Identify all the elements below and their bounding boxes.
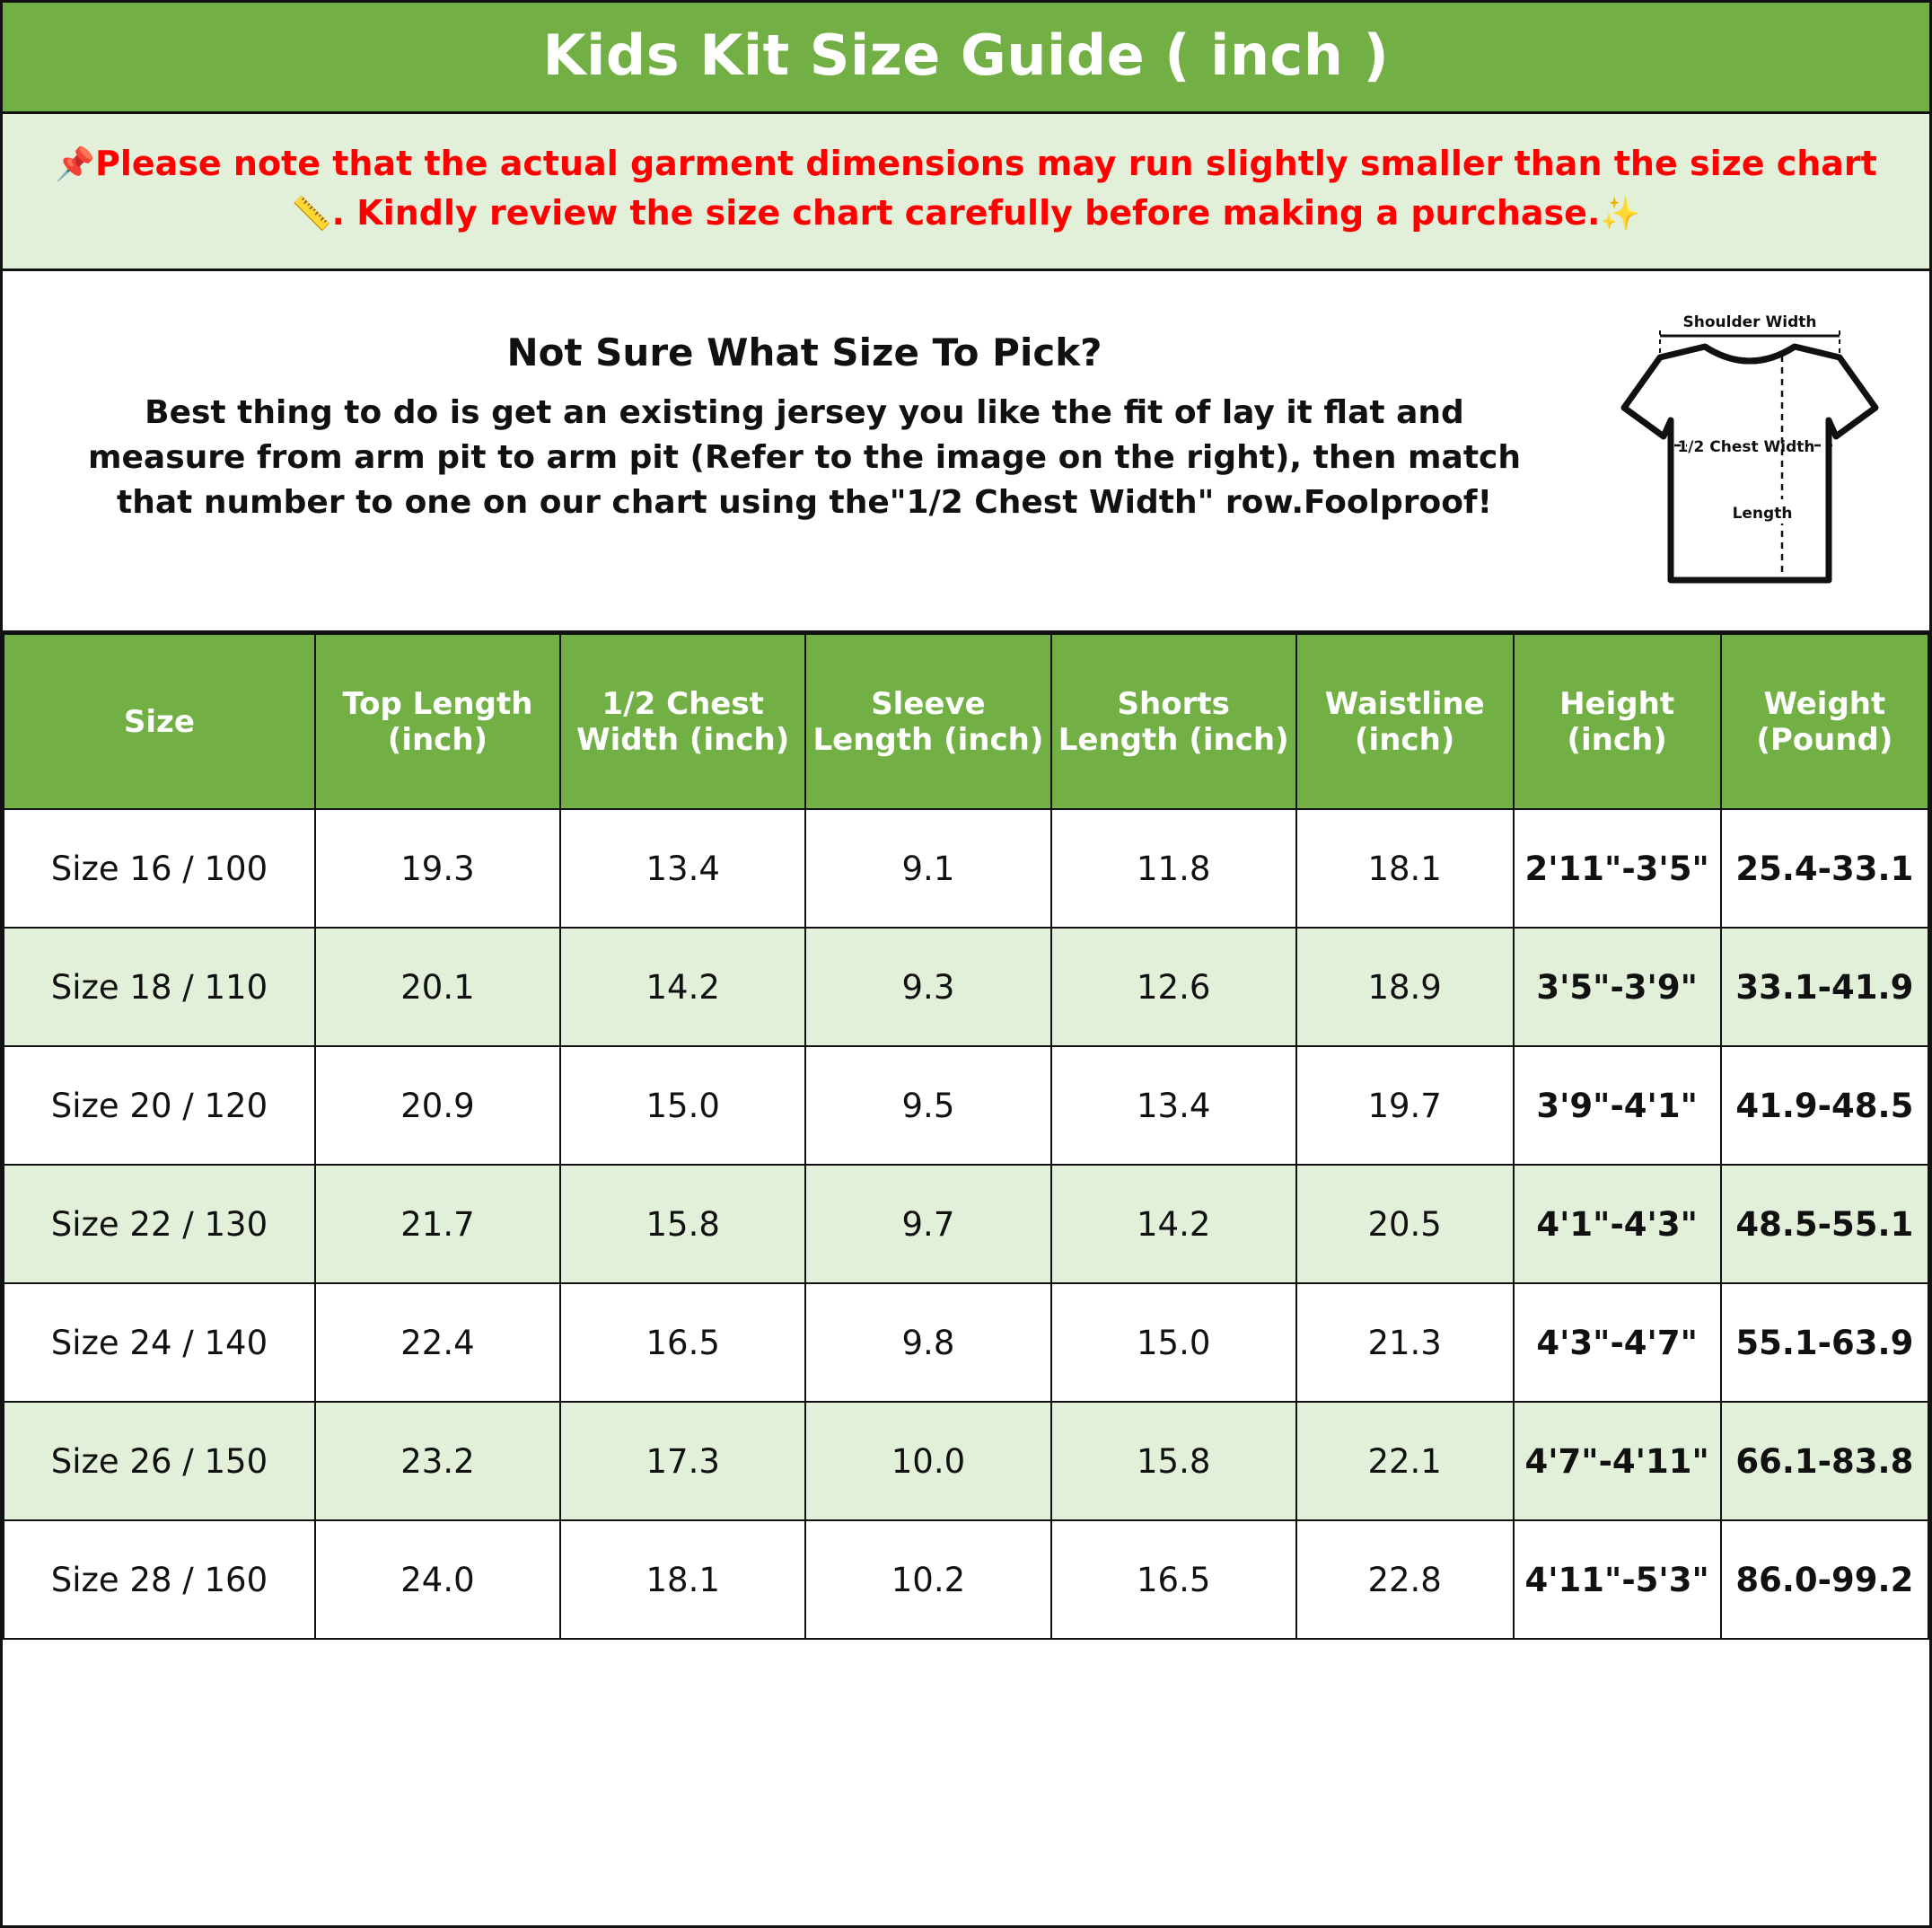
- cell-top-length: 20.1: [315, 928, 560, 1046]
- svg-text:Shoulder Width: Shoulder Width: [1682, 313, 1817, 332]
- column-header-shorts-length: [1051, 634, 1296, 809]
- column-header-top-length-line2: (inch): [387, 721, 488, 758]
- measurement-diagram: [1588, 295, 1911, 607]
- cell-height: 4'1"-4'3": [1514, 1165, 1721, 1283]
- cell-weight: 41.9-48.5: [1721, 1046, 1928, 1165]
- table-row: [4, 928, 1928, 1046]
- cell-shorts-length: 13.4: [1051, 1046, 1296, 1165]
- cell-weight: 25.4-33.1: [1721, 809, 1928, 928]
- cell-top-length: 23.2: [315, 1402, 560, 1520]
- tshirt-diagram-icon: [1597, 311, 1902, 607]
- column-header-weight: [1721, 634, 1928, 809]
- pin-icon: 📌: [55, 146, 95, 183]
- help-body: Best thing to do is get an existing jersey you like the fit of lay it flat and measure from arm pit to arm pit (Refer to the image on the right), then match that number to one on our chart using the"1/2 Chest Width" row.Foolproof!: [87, 394, 1522, 521]
- cell-top-length: 19.3: [315, 809, 560, 928]
- column-header-weight-line2: (Pound): [1756, 721, 1893, 758]
- cell-half-chest-width: 16.5: [560, 1283, 805, 1402]
- cell-sleeve-length: 10.2: [805, 1520, 1050, 1639]
- cell-sleeve-length: 9.5: [805, 1046, 1050, 1165]
- column-header-waistline: [1296, 634, 1514, 809]
- cell-size: Size 26 / 150: [4, 1402, 315, 1520]
- column-header-waistline-line1: Waistline: [1324, 685, 1485, 722]
- column-header-size: [4, 634, 315, 809]
- cell-waistline: 22.1: [1296, 1402, 1514, 1520]
- column-header-shorts-length-line1: Shorts: [1117, 685, 1230, 722]
- cell-size: Size 16 / 100: [4, 809, 315, 928]
- column-header-sleeve-length-line1: Sleeve: [871, 685, 986, 722]
- column-header-half-chest-width-line1: 1/2 Chest: [602, 685, 764, 722]
- page-title: Kids Kit Size Guide ( inch ): [542, 22, 1390, 88]
- cell-sleeve-length: 9.7: [805, 1165, 1050, 1283]
- cell-weight: 66.1-83.8: [1721, 1402, 1928, 1520]
- table-row: [4, 1520, 1928, 1639]
- cell-half-chest-width: 15.0: [560, 1046, 805, 1165]
- cell-size: Size 28 / 160: [4, 1520, 315, 1639]
- cell-top-length: 20.9: [315, 1046, 560, 1165]
- cell-weight: 55.1-63.9: [1721, 1283, 1928, 1402]
- table-row: [4, 809, 1928, 928]
- help-section: [3, 271, 1929, 633]
- column-header-sleeve-length: [805, 634, 1050, 809]
- cell-sleeve-length: 10.0: [805, 1402, 1050, 1520]
- help-title: Not Sure What Size To Pick?: [506, 330, 1102, 375]
- size-chart-table: [3, 633, 1929, 1640]
- table-row: [4, 1165, 1928, 1283]
- note-line-1-text: Please note that the actual garment dimensions may run slightly smaller than the size chart: [94, 144, 1877, 183]
- note-band: [3, 114, 1929, 271]
- cell-top-length: 21.7: [315, 1165, 560, 1283]
- help-text-block: [21, 295, 1588, 524]
- cell-sleeve-length: 9.3: [805, 928, 1050, 1046]
- cell-top-length: 22.4: [315, 1283, 560, 1402]
- cell-shorts-length: 15.0: [1051, 1283, 1296, 1402]
- column-header-sleeve-length-line2: Length (inch): [812, 721, 1044, 758]
- ruler-icon: 📏: [291, 196, 332, 233]
- column-header-height-line1: Height: [1559, 685, 1675, 722]
- cell-waistline: 22.8: [1296, 1520, 1514, 1639]
- cell-height: 4'7"-4'11": [1514, 1402, 1721, 1520]
- cell-weight: 86.0-99.2: [1721, 1520, 1928, 1639]
- cell-size: Size 20 / 120: [4, 1046, 315, 1165]
- page-header: [3, 3, 1929, 114]
- cell-waistline: 20.5: [1296, 1165, 1514, 1283]
- cell-shorts-length: 14.2: [1051, 1165, 1296, 1283]
- cell-shorts-length: 12.6: [1051, 928, 1296, 1046]
- svg-text:Length: Length: [1732, 505, 1793, 524]
- cell-waistline: 21.3: [1296, 1283, 1514, 1402]
- cell-half-chest-width: 13.4: [560, 809, 805, 928]
- note-line-2: [30, 189, 1902, 238]
- cell-half-chest-width: 14.2: [560, 928, 805, 1046]
- cell-sleeve-length: 9.1: [805, 809, 1050, 928]
- column-header-top-length-line1: Top Length: [342, 685, 533, 722]
- column-header-height-line2: (inch): [1567, 721, 1667, 758]
- cell-shorts-length: 11.8: [1051, 809, 1296, 928]
- table-body: [4, 809, 1928, 1639]
- cell-size: Size 24 / 140: [4, 1283, 315, 1402]
- cell-size: Size 18 / 110: [4, 928, 315, 1046]
- column-header-weight-line1: Weight: [1763, 685, 1886, 722]
- cell-height: 4'3"-4'7": [1514, 1283, 1721, 1402]
- cell-shorts-length: 16.5: [1051, 1520, 1296, 1639]
- column-header-height: [1514, 634, 1721, 809]
- column-header-half-chest-width: [560, 634, 805, 809]
- cell-weight: 33.1-41.9: [1721, 928, 1928, 1046]
- table-header-row: [4, 634, 1928, 809]
- cell-height: 3'5"-3'9": [1514, 928, 1721, 1046]
- cell-half-chest-width: 15.8: [560, 1165, 805, 1283]
- cell-weight: 48.5-55.1: [1721, 1165, 1928, 1283]
- column-header-size-line1: Size: [123, 703, 195, 740]
- column-header-half-chest-width-line2: Width (inch): [576, 721, 790, 758]
- cell-waistline: 18.9: [1296, 928, 1514, 1046]
- table-row: [4, 1402, 1928, 1520]
- cell-size: Size 22 / 130: [4, 1165, 315, 1283]
- column-header-shorts-length-line2: Length (inch): [1058, 721, 1289, 758]
- svg-text:1/2 Chest Width: 1/2 Chest Width: [1677, 438, 1815, 457]
- cell-height: 3'9"-4'1": [1514, 1046, 1721, 1165]
- cell-height: 4'11"-5'3": [1514, 1520, 1721, 1639]
- cell-shorts-length: 15.8: [1051, 1402, 1296, 1520]
- cell-half-chest-width: 18.1: [560, 1520, 805, 1639]
- sparkles-icon: ✨: [1600, 196, 1641, 233]
- cell-waistline: 19.7: [1296, 1046, 1514, 1165]
- cell-half-chest-width: 17.3: [560, 1402, 805, 1520]
- table-header-row-group: [4, 634, 1928, 809]
- cell-sleeve-length: 9.8: [805, 1283, 1050, 1402]
- table-row: [4, 1283, 1928, 1402]
- cell-height: 2'11"-3'5": [1514, 809, 1721, 928]
- column-header-top-length: [315, 634, 560, 809]
- cell-waistline: 18.1: [1296, 809, 1514, 928]
- table-row: [4, 1046, 1928, 1165]
- column-header-waistline-line2: (inch): [1355, 721, 1455, 758]
- note-line-1: [30, 139, 1902, 189]
- note-line-2-text: . Kindly review the size chart carefully before making a purchase.: [331, 193, 1601, 233]
- cell-top-length: 24.0: [315, 1520, 560, 1639]
